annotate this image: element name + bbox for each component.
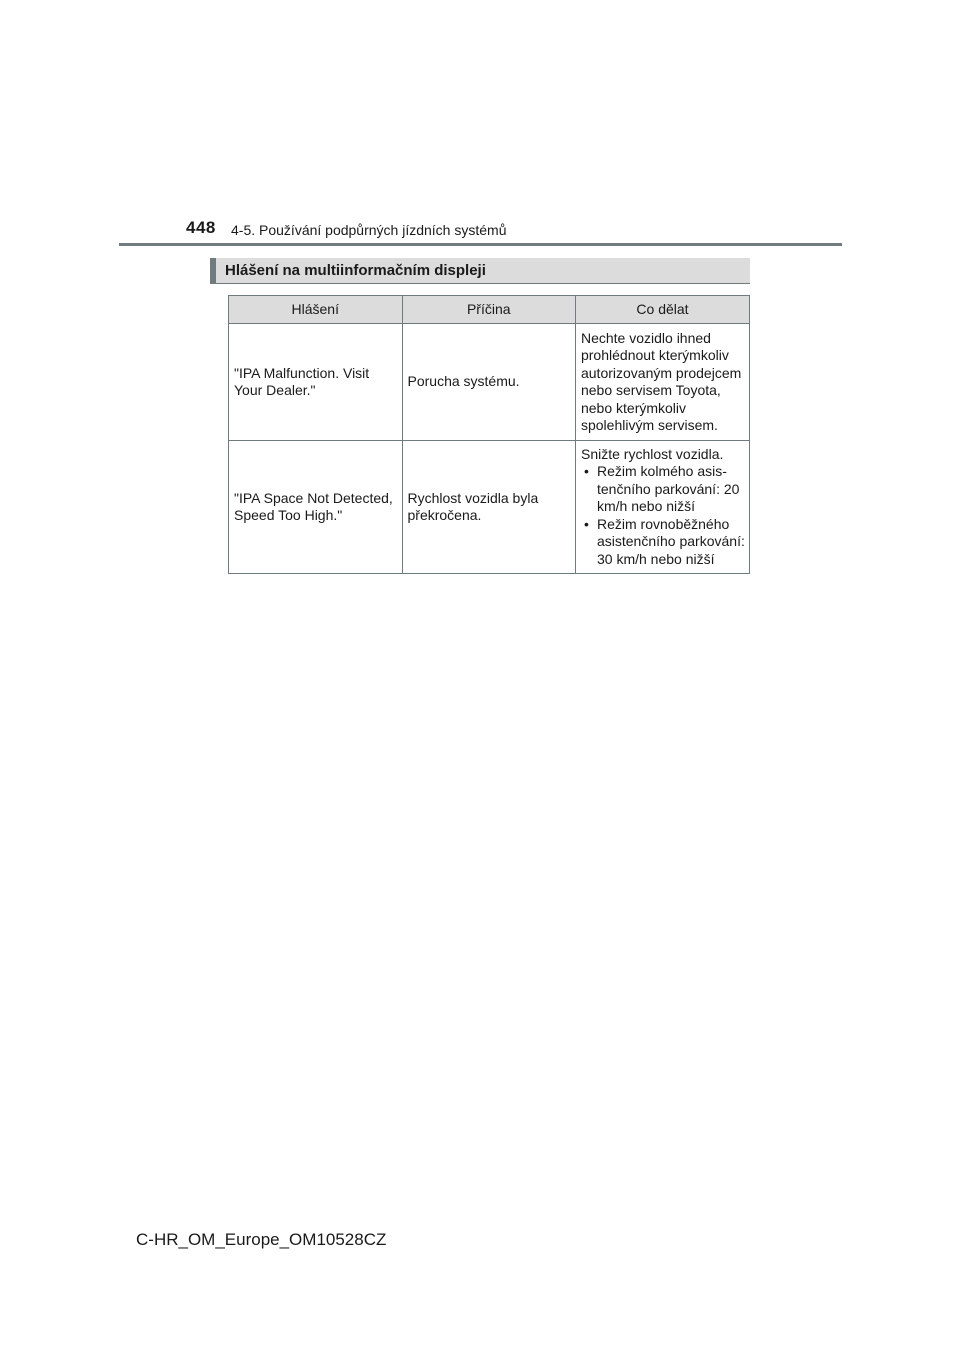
column-header-message: Hlášení xyxy=(229,296,403,324)
column-header-action: Co dělat xyxy=(575,296,749,324)
header-divider xyxy=(119,243,842,246)
cell-cause: Rychlost vozidla byla překročena. xyxy=(402,441,575,574)
messages-table xyxy=(228,295,750,574)
action-list xyxy=(581,463,745,568)
table-header-row xyxy=(229,296,750,324)
cell-action xyxy=(575,441,749,574)
table-row xyxy=(229,441,750,574)
action-intro: Snižte rychlost vozidla. xyxy=(580,445,724,462)
section-heading xyxy=(210,258,750,284)
column-header-cause: Příčina xyxy=(402,296,575,324)
list-item: • Režim rovnoběžného asistenčního parkování: 30 km/h nebo nižší xyxy=(581,516,745,569)
cell-cause: Porucha systému. xyxy=(402,324,575,441)
chapter-title: 4-5. Používání podpůrných jízdních systémů xyxy=(231,222,507,238)
list-item: • Režim kolmého asistenčního parkování: 20 km/h nebo nižší xyxy=(581,463,745,516)
cell-action: Nechte vozidlo ihned prohlédnout kterýmkoliv autorizovaným prodejcem nebo servisem Toyota, nebo kterýmkoliv spolehlivým servisem. xyxy=(575,324,749,441)
cell-message: "IPA Malfunction. Visit Your Dealer." xyxy=(229,324,403,441)
section-heading-text: Hlášení na multiinformačním displeji xyxy=(225,262,486,279)
page-number: 448 xyxy=(186,218,216,237)
table-row xyxy=(229,324,750,441)
document-id-footer: C-HR_OM_Europe_OM10528CZ xyxy=(136,1230,387,1249)
cell-message: "IPA Space Not Detected, Speed Too High." xyxy=(229,441,403,574)
